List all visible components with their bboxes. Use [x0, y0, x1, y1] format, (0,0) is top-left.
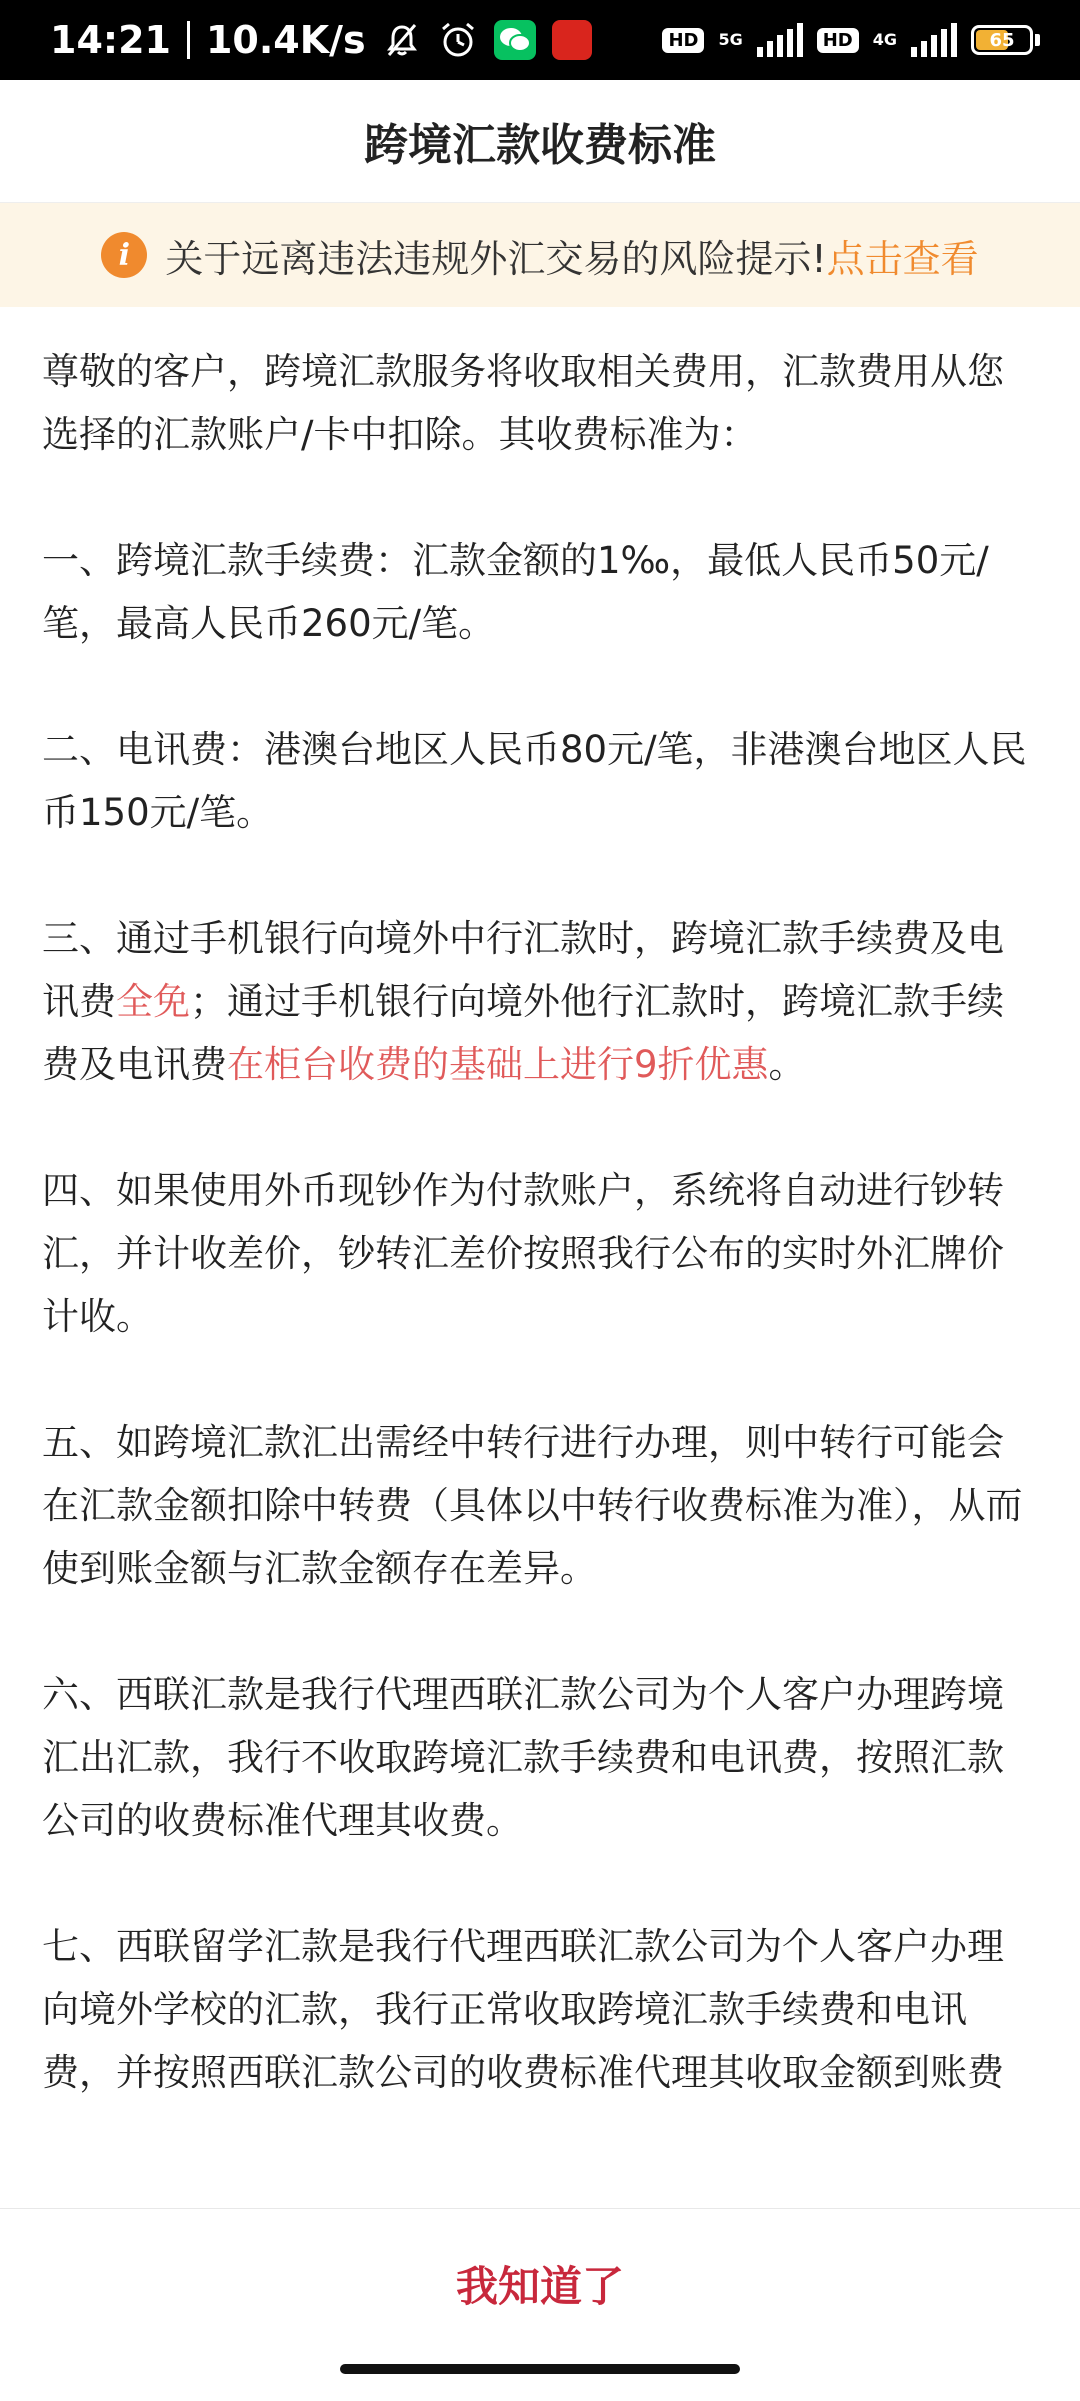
status-bar — [0, 0, 1080, 80]
page-title: 跨境汇款收费标准 — [364, 120, 716, 171]
signal-bars-icon — [757, 23, 803, 57]
fee-content[interactable] — [42, 340, 1038, 2200]
fee-item-7: 七、西联留学汇款是我行代理西联汇款公司为个人客户办理向境外学校的汇款，我行正常收取跨境汇款手续费和电讯费，并按照西联汇款公司的收费标准代理其收取金额到账费 — [42, 1925, 1004, 2094]
fee-item-3-part1: 三、通过手机银行向境外中行汇款时，跨境汇款手续费及电讯费 — [42, 917, 1004, 1023]
fee-item-4: 四、如果使用外币现钞作为付款账户，系统将自动进行钞转汇，并计收差价，钞转汇差价按照我行公布的实时外汇牌价计收。 — [42, 1169, 1004, 1338]
info-icon: i — [101, 232, 147, 278]
acknowledge-button[interactable]: 我知道了 — [455, 2262, 624, 2311]
status-left — [50, 18, 592, 62]
battery-icon — [971, 25, 1040, 55]
notice-text: 关于远离违法违规外汇交易的风险提示! — [165, 236, 827, 281]
status-right — [662, 23, 1040, 57]
battery-tip — [1035, 34, 1040, 46]
battery-level: 65 — [989, 29, 1015, 51]
fee-item-3-part2: ；通过手机银行向境外他行汇款时，跨境汇款手续费及电讯费 — [42, 980, 1004, 1086]
signal-bars-icon-2 — [911, 23, 957, 57]
discount-highlight: 在柜台收费的基础上进行9折优惠 — [227, 1043, 769, 1086]
fee-item-5: 五、如跨境汇款汇出需经中转行进行办理，则中转行可能会在汇款金额扣除中转费（具体以中转行收费标准为准），从而使到账金额与汇款金额存在差异。 — [42, 1421, 1023, 1590]
hd-badge-2: HD — [817, 28, 859, 53]
network-type-label: 5G — [718, 30, 743, 49]
home-indicator[interactable] — [340, 2364, 740, 2374]
fee-item-3-part3: 。 — [768, 1043, 806, 1086]
intro-paragraph: 尊敬的客户，跨境汇款服务将收取相关费用，汇款费用从您选择的汇款账户/卡中扣除。其收费标准为： — [42, 350, 1004, 456]
wechat-icon — [494, 20, 536, 60]
network-type-label-2: 4G — [872, 30, 897, 49]
battery-body — [971, 25, 1033, 55]
mute-bell-icon — [382, 20, 422, 60]
fee-item-1: 一、跨境汇款手续费：汇款金额的1‰，最低人民币50元/笔，最高人民币260元/笔。 — [42, 539, 989, 645]
clock: 14:21 — [50, 18, 171, 62]
hd-badge: HD — [662, 28, 704, 53]
fee-item-6: 六、西联汇款是我行代理西联汇款公司为个人客户办理跨境汇出汇款，我行不收取跨境汇款手续费和电讯费，按照汇款公司的收费标准代理其收费。 — [42, 1673, 1004, 1842]
view-details-link[interactable]: 点击查看 — [826, 236, 979, 281]
risk-notice-banner[interactable] — [0, 203, 1080, 307]
free-highlight: 全免 — [116, 980, 190, 1023]
status-divider — [187, 21, 190, 59]
fee-item-3 — [42, 907, 1038, 1096]
page-header — [0, 80, 1080, 203]
bank-app-icon — [552, 20, 592, 60]
alarm-clock-icon — [438, 20, 478, 60]
network-speed: 10.4K/s — [205, 18, 366, 62]
fee-item-2: 二、电讯费：港澳台地区人民币80元/笔，非港澳台地区人民币150元/笔。 — [42, 728, 1027, 834]
